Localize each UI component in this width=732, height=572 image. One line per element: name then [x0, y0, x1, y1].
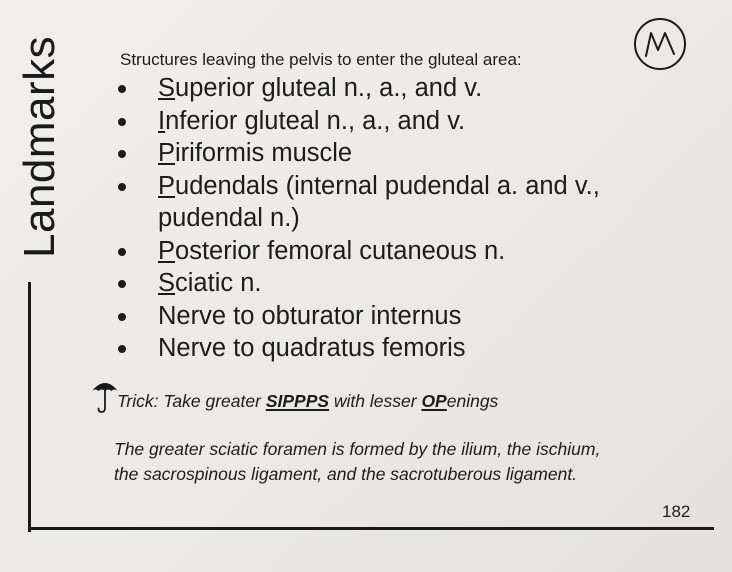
- list-item: [110, 137, 630, 170]
- bullet-icon: [118, 85, 126, 93]
- mnemonic-letter: S: [158, 74, 176, 102]
- mnemonic-letter: P: [158, 236, 176, 265]
- trick-acronym: SIPPPS: [265, 391, 330, 411]
- list-item: [110, 72, 630, 105]
- bullet-icon: [118, 118, 126, 126]
- structures-list: [110, 72, 630, 365]
- trick-suffix: enings: [446, 391, 499, 411]
- list-item: [110, 332, 630, 365]
- bullet-icon: [118, 183, 126, 191]
- horizontal-rule: [28, 527, 714, 530]
- section-title-landmarks: Landmarks: [15, 35, 64, 258]
- item-text: Nerve to obturator internus: [158, 301, 462, 330]
- intro-text: Structures leaving the pelvis to enter the gluteal area:: [120, 50, 522, 69]
- mnemonic-letter: I: [158, 106, 166, 135]
- bullet-icon: [118, 313, 126, 321]
- item-text: udendals (internal pudendal a. and v., pudendal n.): [158, 171, 600, 232]
- list-item: [110, 170, 630, 235]
- list-item: [110, 267, 630, 300]
- mnemonic-letter: P: [158, 139, 176, 167]
- item-text: iriformis muscle: [175, 139, 353, 167]
- item-text: osterior femoral cutaneous n.: [175, 236, 506, 265]
- item-text: ciatic n.: [175, 269, 262, 297]
- bullet-icon: [118, 248, 126, 256]
- foramen-note: The greater sciatic foramen is formed by the ilium, the ischium, the sacrospinous ligament, and the sacrotuberous ligament.: [114, 439, 601, 484]
- list-item: [110, 300, 630, 333]
- item-text: uperior gluteal n., a., and v.: [175, 74, 483, 102]
- mnemonic-letter: P: [158, 171, 176, 200]
- mountain-logo-icon: [632, 16, 688, 72]
- mnemonic-trick: [117, 391, 498, 412]
- trick-acronym-2: OP: [421, 391, 447, 411]
- umbrella-icon: [90, 377, 120, 413]
- trick-middle: with lesser: [329, 391, 422, 411]
- item-text: Nerve to quadratus femoris: [158, 334, 466, 362]
- page-number: 182: [662, 502, 691, 521]
- list-item: [110, 235, 630, 268]
- bullet-icon: [118, 150, 126, 158]
- vertical-rule: [28, 282, 31, 532]
- bullet-icon: [118, 280, 126, 288]
- trick-prefix: Trick: Take greater: [117, 391, 266, 411]
- list-item: [110, 105, 630, 138]
- mnemonic-letter: S: [158, 269, 176, 297]
- bullet-icon: [118, 345, 126, 353]
- item-text: nferior gluteal n., a., and v.: [165, 106, 466, 135]
